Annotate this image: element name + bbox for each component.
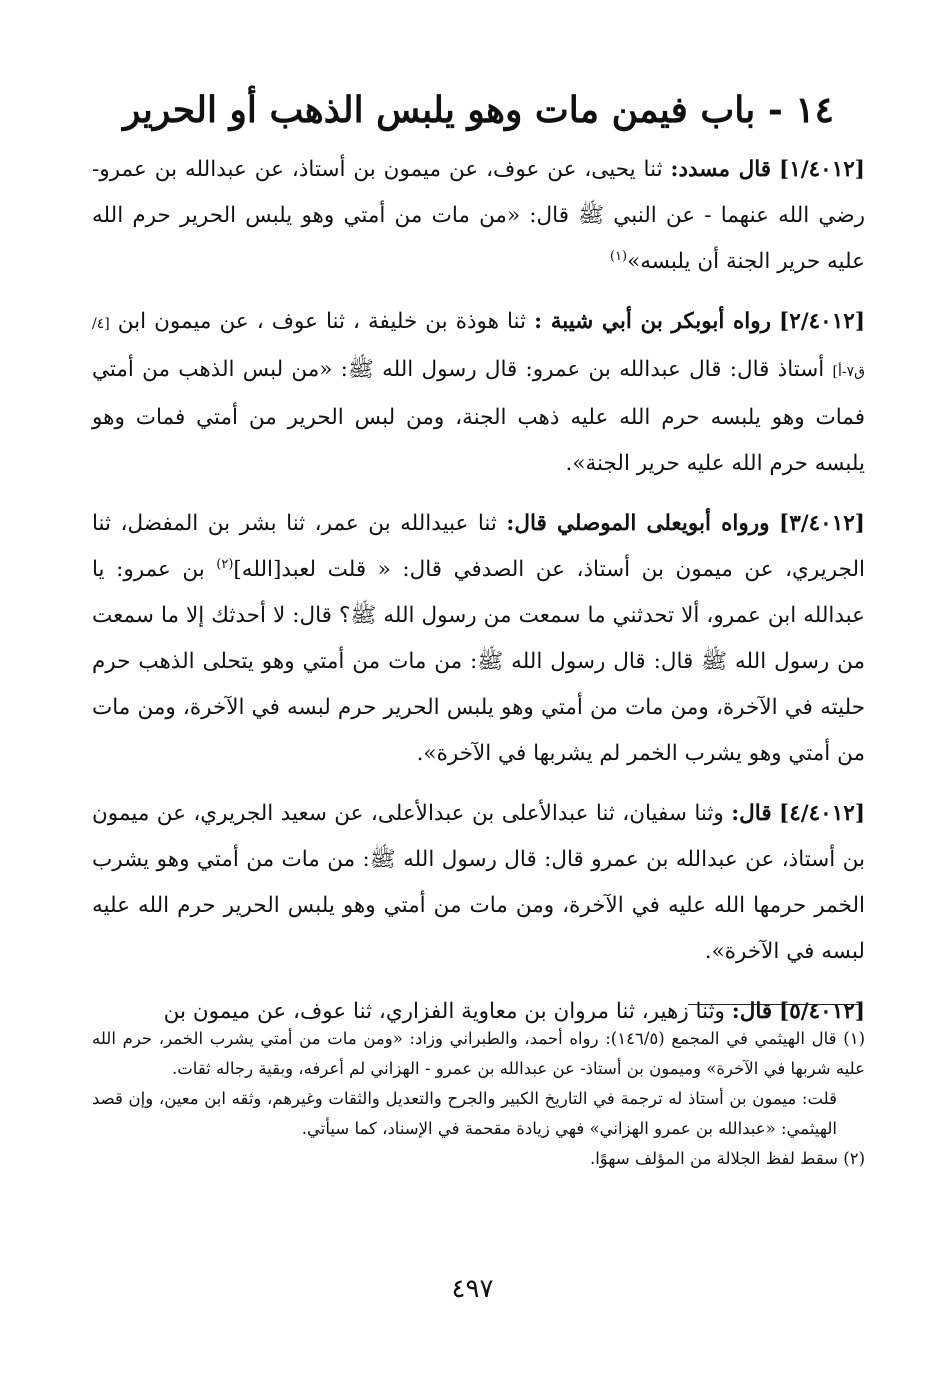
hadith-text: ثنا هوذة بن خليفة ، ثنا عوف ، عن ميمون ابن: [117, 309, 527, 334]
footnote-1: (١) قال الهيثمي في المجمع (١٤٦/٥): رواه أحمد، والطبراني وزاد: «ومن مات من أمتي يشرب الخمر، حرم الله عليه شربها في الآخرة» وميمون بن أستاذ- عن عبدالله بن عمرو - الهزاني لم أعرفه، وبقية رجاله ثقات.: [92, 1029, 865, 1078]
hadith-ref: [٣/٤٠١٢]: [779, 511, 865, 536]
footnote-1-continued: قلت: ميمون بن أستاذ له ترجمة في التاريخ الكبير والجرح والتعديل والثقات وغيرهم، وثقه ابن معين، وإن قصد الهيثمي: «عبدالله بن عمرو الهزاني» فهي زيادة مقحمة في الإسناد، كما سيأتي.: [92, 1089, 837, 1138]
hadith-ref: [٢/٤٠١٢]: [779, 309, 866, 334]
hadith-narrator: قال:: [731, 999, 773, 1024]
hadith-ref: [٤/٤٠١٢]: [779, 801, 866, 826]
hadith-narrator: ورواه أبويعلى الموصلي قال:: [506, 511, 770, 536]
hadith-text: ثنا عبيدالله بن عمر، ثنا بشر بن المفضل، ثنا الجريري، عن ميمون بن أستاذ، عن الصدفي قال: « قلت لعبد[الله]: [92, 511, 865, 582]
hadith-ref: [١/٤٠١٢]: [779, 157, 865, 182]
hadith-text: أستاذ قال: قال عبدالله بن عمرو: قال رسول الله ﷺ: «من لبس الذهب من أمتي فمات وهو يلبسه حرم الله عليه ذهب الجنة، ومن لبس الحرير من أمتي فمات وهو يلبسه حرم الله عليه حرير الجنة».: [92, 357, 865, 476]
manuscript-folio-ref: [٤/ق٧-أ]: [92, 316, 865, 380]
hadith-text: ثنا يحيى، عن عوف، عن ميمون بن أستاذ، عن عبدالله بن عمرو-رضي الله عنهما - عن النبي ﷺ قال: «من مات من أمتي وهو يلبس الحرير حرم الله عليه حرير الجنة أن يلبسه»: [92, 157, 865, 274]
hadith-text: وثنا سفيان، ثنا عبدالأعلى بن عبدالأعلى، عن سعيد الجريري، عن ميمون بن أستاذ، عن عبدالله بن عمرو قال: قال رسول الله ﷺ: من مات من أمتي وهو يشرب الخمر حرمها الله عليه في الآخرة، ومن مات من أمتي وهو يلبس الحرير حرم الله عليه لبسه في الآخرة».: [92, 801, 865, 964]
hadith-narrator: قال:: [731, 801, 772, 826]
footnote-marker: (٢): [216, 556, 234, 572]
hadith-narrator: رواه أبوبكر بن أبي شيبة :: [534, 309, 771, 334]
footnote-separator: [688, 1004, 860, 1005]
hadith-narrator: قال مسدد:: [670, 157, 772, 182]
hadith-ref: [٥/٤٠١٢]: [779, 999, 865, 1024]
footnotes: [92, 1024, 865, 1174]
chapter-title: ١٤ - باب فيمن مات وهو يلبس الذهب أو الحرير: [123, 89, 834, 131]
footnote-2: (٢) سقط لفظ الجلالة من المؤلف سهوًا.: [589, 1149, 865, 1168]
page-number: ٤٩٧: [451, 1274, 494, 1304]
page-body: [92, 88, 865, 1049]
hadith-1: [92, 147, 865, 285]
hadith-text: وثنا زهير، ثنا مروان بن معاوية الفزاري، ثنا عوف، عن ميمون بن: [163, 999, 725, 1024]
hadith-4: [92, 791, 865, 975]
footnote-marker: (١): [609, 248, 628, 264]
hadith-text: بن عمرو: يا عبدالله ابن عمرو، ألا تحدثني ما سمعت من رسول الله ﷺ؟ قال: لا أحدثك إلا ما سمعت من رسول الله ﷺ قال: قال رسول الله ﷺ: من مات من أمتي وهو يتحلى الذهب حرم حليته في الآخرة، ومن مات من أمتي وهو يلبس الحرير حرم لبسه في الآخرة، ومن مات من أمتي وهو يشرب الخمر لم يشربها في الآخرة».: [92, 557, 865, 766]
hadith-3: [92, 501, 865, 777]
hadith-2: [92, 299, 865, 487]
